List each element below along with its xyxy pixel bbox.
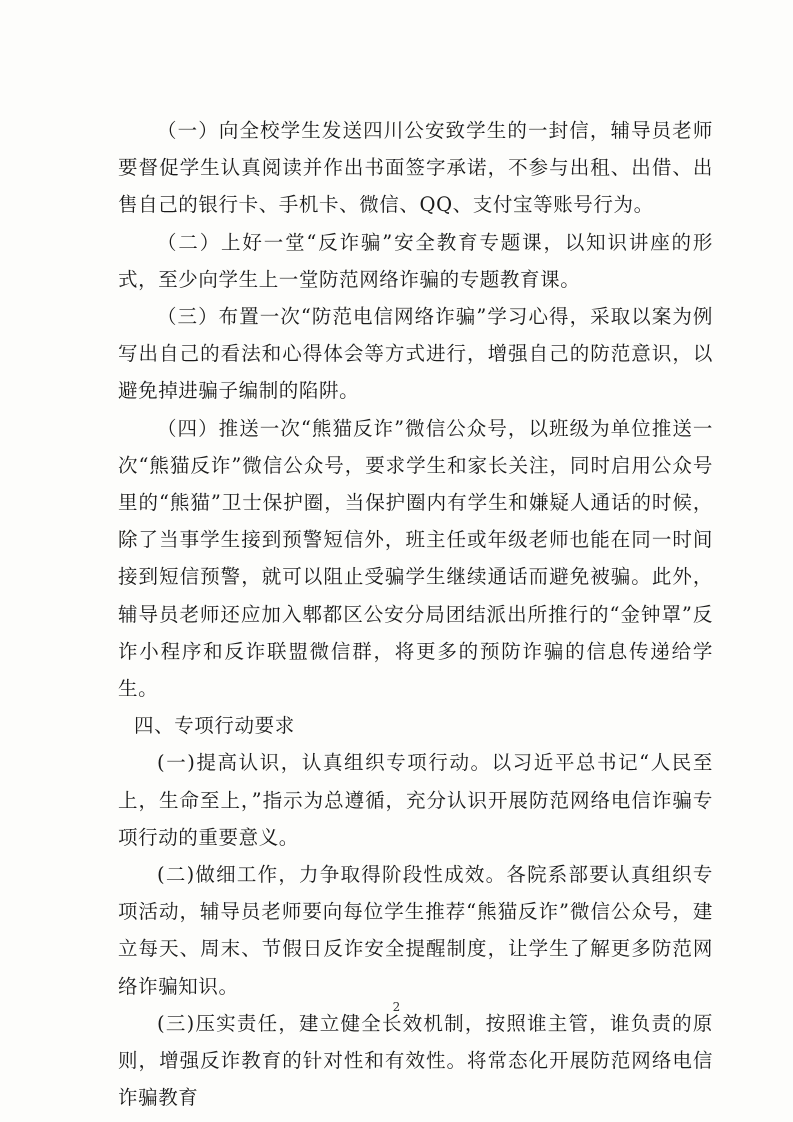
page-number: 2 — [392, 1000, 401, 1014]
paragraph-study-reflection: （三）布置一次“防范电信网络诈骗”学习心得，采取以案为例写出自己的看法和心得体会等方式进行，增强自己的防范意识，以避免掉进骗子编制的陷阱。 — [118, 305, 713, 403]
requirement-detailed-work: (二)做细工作，力争取得阶段性成效。各院系部要认真组织专项活动，辅导员老师要向每位学生推荐“熊猫反诈”微信公众号，建立每天、周末、节假日反诈安全提醒制度，让学生了解更多防范网络诈骗知识。 — [118, 863, 713, 998]
paragraph-notice-letter: （一）向全校学生发送四川公安致学生的一封信，辅导员老师要督促学生认真阅读并作出书面签字承诺，不参与出租、出借、出售自己的银行卡、手机卡、微信、QQ、支付宝等账号行为。 — [118, 119, 713, 217]
requirement-awareness: (一)提高认识，认真组织专项行动。以习近平总书记“人民至上，生命至上，”指示为总遵循，充分认识开展防范网络电信诈骗专项行动的重要意义。 — [118, 751, 713, 849]
paragraph-education-class: （二）上好一堂“反诈骗”安全教育专题课，以知识讲座的形式，至少向学生上一堂防范网络诈骗的专题教育课。 — [118, 230, 713, 291]
requirement-responsibility: (三)压实责任，建立健全长效机制，按照谁主管，谁负责的原则，增强反诈教育的针对性和有效性。将常态化开展防范网络电信诈骗教育 — [118, 1011, 713, 1110]
section-heading: 四、专项行动要求 — [134, 714, 295, 738]
paragraph-panda-antifraud: （四）推送一次“熊猫反诈”微信公众号，以班级为单位推送一次“熊猫反诈”微信公众号，要求学生和家长关注，同时启用公众号里的“熊猫”卫士保护圈，当保护圈内有学生和嫌疑人通话的时候，除了当事学生接到预警短信外，班主任或年级老师也能在同一时间接到短信预警，就可以阻止受骗学生继续通话而避免被骗。此外，辅导员老师还应加入郫都区公安分局团结派出所推行的“金钟罩”反诈小程序和反诈联盟微信群，将更多的预防诈骗的信息传递给学生。 — [118, 416, 713, 701]
